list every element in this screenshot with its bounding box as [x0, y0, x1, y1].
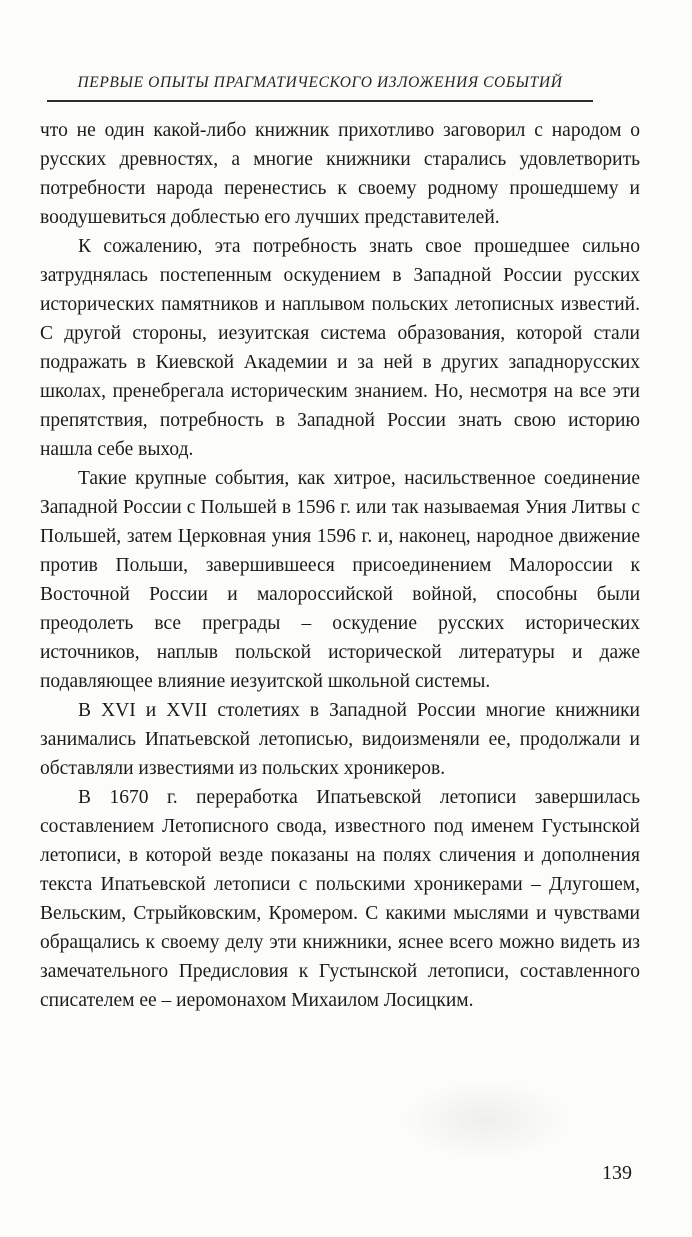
paragraph: Такие крупные события, как хитрое, насильственное соединение Западной России с Польшей в 1596 г. или так называемая Уния Литвы с Польшей, затем Церковная уния 1596 г. и, наконец, народное движение против Польши, завершившееся присоединением Малороссии к Восточной России и малороссийской войной, способны были преодолеть все преграды – оскудение русских исторических источников, наплыв польской исторической литературы и даже подавляющее влияние иезуитской школьной системы. — [40, 468, 640, 692]
page-number: 139 — [602, 1162, 632, 1184]
paragraph: В 1670 г. переработка Ипатьевской летописи завершилась составлением Летописного свода, известного под именем Густынской летописи, в которой везде показаны на полях сличения и дополнения текста Ипатьевской летописи с польскими хроникерами – Длугошем, Вельским, Стрыйковским, Кромером. С какими мыслями и чувствами обращались к своему делу эти книжники, яснее всего можно видеть из замечательного Предисловия к Густынской летописи, составленного списателем ее – иеромонахом Михаилом Лосицким. — [40, 787, 640, 1011]
paragraph: К сожалению, эта потребность знать свое прошедшее сильно затруднялась постепенным оскудением в Западной России русских исторических памятников и наплывом польских летописных известий. С другой стороны, иезуитская система образования, которой стали подражать в Киевской Академии и за ней в других западнорусских школах, пренебрегала историческим знанием. Но, несмотря на все эти препятствия, потребность в Западной России знать свою историю нашла себе выход. — [40, 236, 640, 460]
page-body — [40, 116, 640, 1015]
running-header: ПЕРВЫЕ ОПЫТЫ ПРАГМАТИЧЕСКОГО ИЗЛОЖЕНИЯ СОБЫТИЙ — [47, 74, 593, 102]
paragraph: что не один какой-либо книжник прихотливо заговорил с народом о русских древностях, а многие книжники старались удовлетворить потребности народа перенестись к своему родному прошедшему и воодушевиться доблестью его лучших представителей. — [40, 120, 640, 228]
scan-artifact-shadow — [400, 1080, 570, 1160]
paragraph: В XVI и XVII столетиях в Западной России многие книжники занимались Ипатьевской летописью, видоизменяли ее, продолжали и обставляли известиями из польских хроникеров. — [40, 700, 640, 779]
